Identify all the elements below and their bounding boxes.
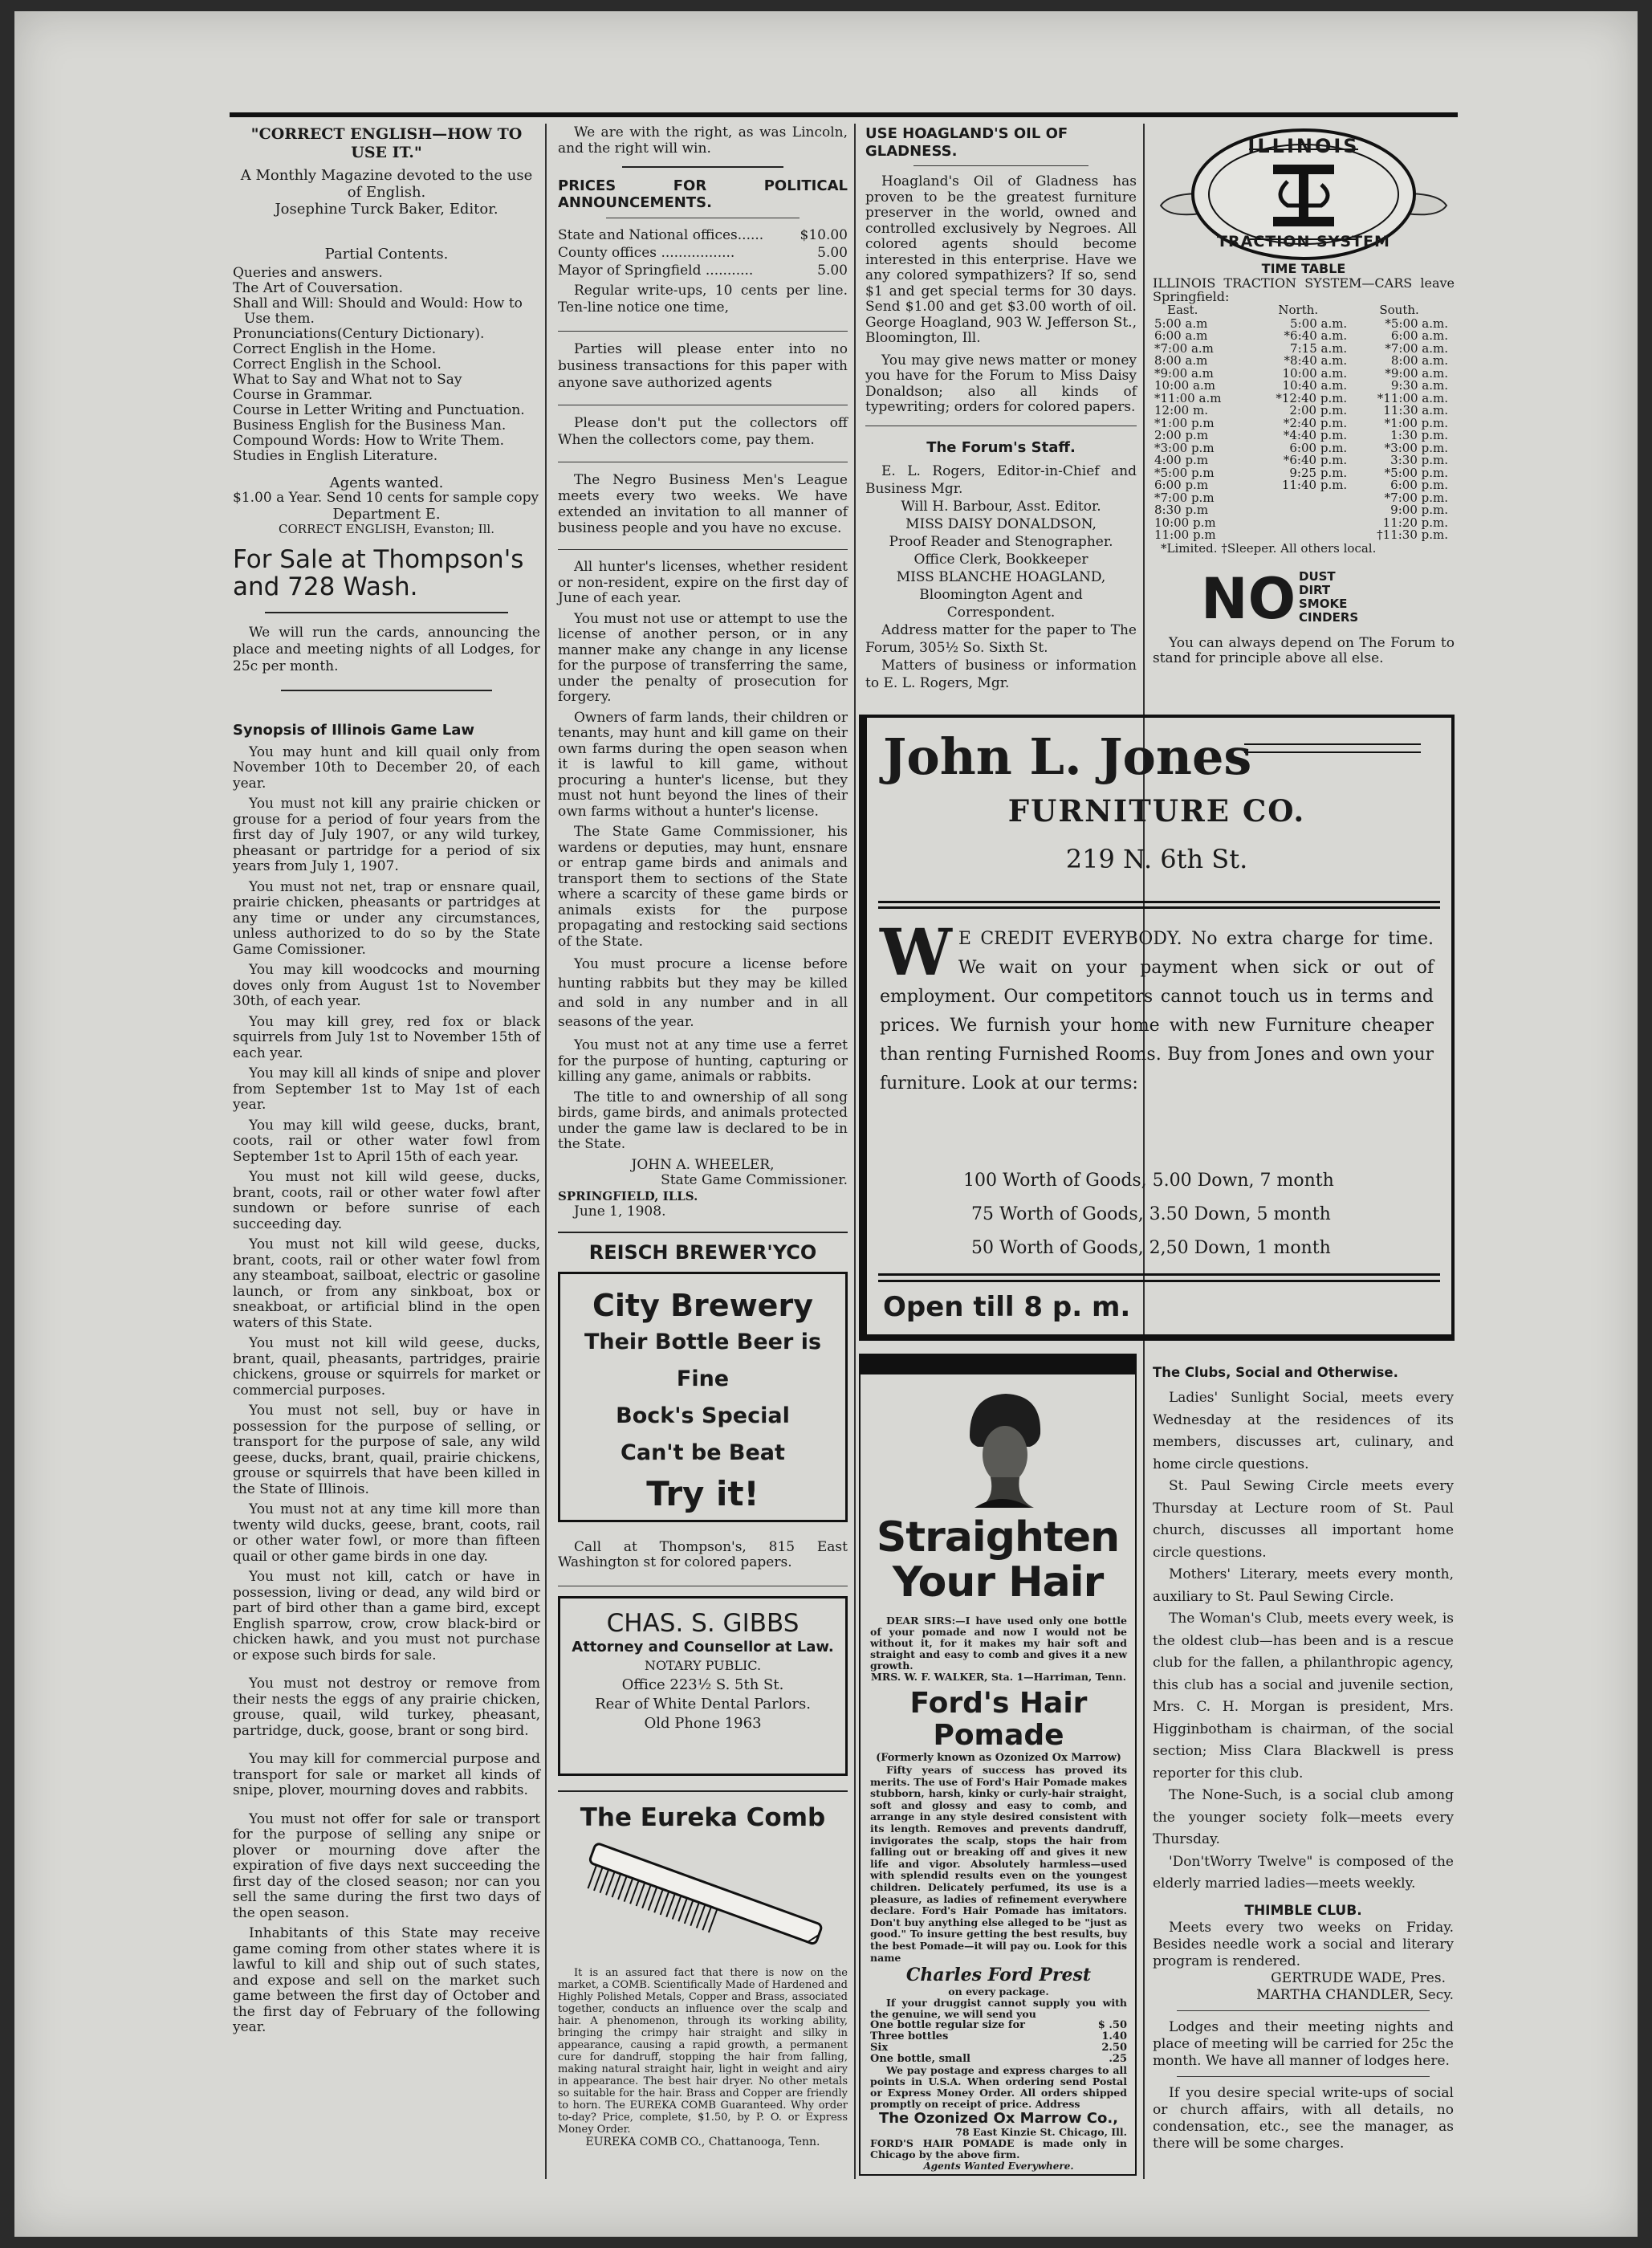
club-paragraph: The None-Such, is a social club among the younger society folk—meets every Thursday. [1153,1787,1454,1847]
eureka-footer: EUREKA COMB CO., Chattanooga, Tenn. [585,2135,820,2148]
thimble-president: GERTRUDE WADE, Pres. [1271,1969,1446,1986]
comb-illustration [558,1839,848,1967]
time-cell-north: 10:40 a.m. [1282,378,1348,393]
staff-line: Bloomington Agent and Correspondent. [919,586,1083,621]
staff-line: Office Clerk, Bookkeeper [913,551,1088,568]
time-cell-north: 10:00 a.m. [1282,365,1348,381]
time-cell-south: *11:00 a.m. [1377,390,1448,405]
gibbs-line: NOTARY PUBLIC. [644,1657,762,1673]
game-law-paragraph: You must not offer for sale or transport for the purpose of selling any snipe or plover or mourning dove after the expiration of five days next succeeding the first day of the closed season; nor can you sell the same during the first two days of the open season. [233,1810,540,1921]
time-table [1153,303,1450,542]
every-package: on every package. [948,1985,1049,1998]
no-word: NO [1201,565,1296,632]
pomade-price-value: $ .50 [1097,2019,1127,2032]
business-league-notice: The Negro Business Men's League meets every two weeks. We have extended an invitation to all manner of business people and you have no excuse. [558,472,848,536]
page-body [230,112,1458,2200]
druggist-note: If your druggist cannot supply you with the genuine, we will send you [870,1997,1127,2021]
commissioner-name: JOHN A. WHEELER, [631,1156,775,1173]
staff-line: Proof Reader and Stenographer. [889,533,1113,550]
pomade-title: Pomade [933,1719,1064,1752]
divider [265,612,508,613]
contents-item: What to Say and What not to Say [233,371,462,388]
correct-english-editor: Josephine Turck Baker, Editor. [275,201,498,218]
logo-bottom-text: TRACTION SYSTEM [1217,233,1390,250]
logo-top-text: ILLINOIS [1247,135,1360,157]
divider [558,1232,848,1233]
jones-name: John L. Jones [883,727,1252,786]
traction-logo [1153,125,1455,262]
time-cell-south: *5:00 a.m. [1385,316,1448,331]
price-value: 5.00 [817,263,848,279]
correct-english-desc: A Monthly Magazine devoted to the use of English. [240,167,533,201]
no-list [1299,570,1358,625]
time-cell-north: 6:00 p.m. [1289,440,1348,455]
game-law-paragraph: You must not kill, catch or have in possession, living or dead, any wild bird or part of bird other than a game bird, except English sparrow, crow, crow black-bird or chicken hawk, and you must not purchase or expose such birds for sale. [233,1569,540,1664]
time-cell-south: *9:00 a.m. [1385,365,1448,381]
game-law-paragraph: You must not kill wild geese, ducks, brant, coots, rail or other water fowl from any steamboat, sailboat, electric or gasoline launch, or from any sinkboat, box or sneakboat, or artificial blind in the open waters of this State. [233,1236,540,1331]
club-paragraph: 'Don'tWorry Twelve" is composed of the elderly married ladies—meets weekly. [1153,1853,1454,1892]
game-law-paragraph: You must not destroy or remove from their nests the eggs of any prairie chicken, grouse, quail, wild turkey, pheasant, partridge, duck, goose, brant or song bird. [233,1676,540,1739]
time-cell-east: 8:00 a.m [1154,353,1208,368]
time-cell-east: *7:00 a.m [1154,340,1214,356]
brewery-line: Try it! [646,1473,759,1513]
pomade-price-list [870,2020,1127,2065]
price-value: 5.00 [817,245,848,261]
time-cell-north: *8:40 a.m. [1284,353,1348,368]
contents-item: Course in Letter Writing and Punctuation. [233,401,525,418]
time-cell-east: 10:00 p.m [1154,515,1216,530]
thimble-title: THIMBLE CLUB. [1244,1902,1362,1919]
clubs-list [1153,1387,1454,1896]
term-row: 100 Worth of Goods, 5.00 Down, 7 month [963,1171,1334,1191]
game-law-paragraph: Inhabitants of this State may receive game coming from other states where it is lawful to kill and ship out of such states, and expose and sell on the market such game between the first day of October and the first day of February of the following year. [233,1925,540,2035]
prices-table [558,226,848,279]
time-cell-south: 11:20 p.m. [1382,515,1448,530]
time-cell-south: 9:00 p.m. [1390,503,1448,517]
ad-border-top [859,715,1455,718]
time-table-title: TIME TABLE [1261,261,1346,276]
forum-principle: You can always depend on The Forum to stand for principle above all else. [1153,634,1455,666]
column-1 [230,125,547,2036]
pomade-price-value: 1.40 [1101,2030,1127,2043]
game-law-paragraph: You must not net, trap or ensnare quail, prairie chicken, pheasants or partridges at any time or under any circumstances, unless authorized to do so by the State Game Comissioner. [233,878,540,958]
pomade-price-label: Three bottles [870,2030,949,2043]
time-cell-east: 5:00 a.m [1154,316,1208,331]
pomade-title: Ford's Hair [909,1687,1088,1720]
contents-heading: Partial Contents. [324,246,449,263]
staff-title: The Forum's Staff. [926,438,1076,456]
pomade-price-row [870,2031,1127,2042]
time-cell-east: 10:00 a.m [1154,378,1215,393]
contents-item: Queries and answers. [233,264,383,281]
forum-news-notice: You may give news matter or money you have for the Forum to Miss Daisy Donaldson; also all kinds of typewriting; orders for colored papers. [865,352,1137,415]
divider [558,549,848,550]
lodge-cards-notice: We will run the cards, announcing the place and meeting nights of all Lodges, for 25c per month. [233,624,540,674]
eureka-title: The Eureka Comb [580,1802,826,1832]
staff-line: Address matter for the paper to The Forum, 305½ So. Sixth St. [865,621,1137,656]
eureka-body: It is an assured fact that there is now on the market, a COMB. Scientifically Made of Hardened and Highly Polished Metals, Copper and Brass, associated together, conducts an influence over the scalp and hair. A phenomenon, through its working ability, bringing the crimpy hair straight and silky in appearance, causing a rapid growth, a permanent cure for dandruff, stopping the hair from falling, making natural straight hair, light in weight and airy in appearance. The best hair dryer. No other metals so suitable for the hair. Brass and Copper are friendly to horn. The EUREKA COMB Guaranteed. Why order to-day? Price, complete, $1.50, by P. O. or Express Money Order. [558,1966,848,2136]
time-cell-north: 2:00 p.m. [1289,403,1348,417]
lincoln-quote: We are with the right, as was Lincoln, and the right will win. [558,124,848,157]
rule [878,1273,1440,1276]
price-label: County offices ................. [558,245,735,261]
price-row [558,226,848,244]
contents-item: Studies in English Literature. [233,447,438,464]
jones-address: 219 N. 6th St. [1065,844,1248,874]
time-cell-east: 8:30 p.m [1154,503,1209,517]
jones-hours: Open till 8 p. m. [883,1291,1131,1323]
prices-title: PRICES FOR POLITICAL ANNOUNCEMENTS. [558,177,848,211]
time-table-subtitle: ILLINOIS TRACTION SYSTEM—CARS leave Springfield: [1153,275,1455,304]
gibbs-line: Office 223½ S. 5th St. [621,1676,784,1693]
woman-portrait-icon [946,1387,1058,1508]
game-law-paragraph: You must not kill wild geese, ducks, brant, coots, rail or other water fowl after sundown or before sunrise of each succeeding day. [233,1169,540,1232]
divider [1177,2010,1430,2011]
pomade-ad [859,1354,1140,2181]
divider [558,1790,848,1792]
no-item: CINDERS [1299,609,1359,625]
agents-wanted: Agents wanted. [329,474,444,491]
game-law-paragraph: You must not at any time kill more than twenty wild ducks, geese, brant, coots, rail or other water fowl, or more than fifteen quail or other game birds in one day. [233,1501,540,1565]
club-paragraph: Ladies' Sunlight Social, meets every Wednesday at the residences of its members, discusses art, culinary, and home circle questions. [1153,1390,1454,1472]
brewery-line: Their Bottle Beer is Fine [584,1329,822,1391]
col-header-south: South. [1379,303,1419,317]
time-cell-east: 12:00 m. [1154,403,1208,417]
time-table-body [1153,318,1450,542]
brewery-line: City Brewery [592,1287,813,1323]
price-value: $10.00 [800,227,848,243]
brewery-line: Can't be Beat [621,1440,785,1465]
time-cell-east: *5:00 p.m [1154,465,1215,480]
contents-item: Course in Grammar. [233,386,373,403]
pomade-price-row [870,2054,1127,2065]
time-cell-east: *1:00 p.m [1154,415,1215,430]
time-cell-east: 11:00 p.m [1154,527,1216,542]
time-cell-east: *9:00 a.m [1154,365,1214,381]
price-label: State and National offices...... [558,227,764,243]
col-header-north: North. [1278,303,1319,317]
gibbs-name: CHAS. S. GIBBS [606,1608,800,1638]
contents-item: Correct English in the Home. [233,340,437,357]
time-cell-north: 5:00 a.m. [1290,316,1348,331]
contents-list [233,266,540,464]
rule [878,1280,1440,1282]
department: Department E. [332,505,441,523]
signature: Charles Ford Prest [905,1965,1092,1986]
time-cell-north: 7:15 a.m. [1290,340,1348,356]
time-cell-north: *12:40 p.m. [1276,390,1348,405]
clubs-section [1153,1365,1454,2152]
time-cell-north: *6:40 a.m. [1284,328,1348,343]
game-law-paragraph: You must not at any time use a ferret for the purpose of hunting, capturing or killing any game, animals or rabbits. [558,1037,848,1085]
time-cell-east: 4:00 p.m [1154,453,1209,467]
divider [913,165,1088,166]
thimble-body: Meets every two weeks on Friday. Besides needle work a social and literary program is rendered. [1153,1919,1454,1969]
staff-list [865,462,1137,692]
hoagland-body: Hoagland's Oil of Gladness has proven to be the greatest furniture preserver in the world, owned and controlled exclusively by Negroes. All colored agents should become interested in this enterprise. Have we any colored sympathizers? If so, send $1 and get special terms for 30 days. Send $1.00 and get $3.00 worth of oil. George Hoagland, 903 W. Jefferson St., Bloomington, Ill. [865,173,1137,346]
game-law-paragraph: You must not kill any prairie chicken or grouse for a period of four years from the first day of July 1907, or any wild turkey, pheasant or partridge for a period of six years from July 1, 1907. [233,796,540,874]
time-cell-north [1247,529,1349,542]
pomade-price-label: Six [870,2042,889,2055]
gibbs-line: Rear of White Dental Parlors. [595,1695,811,1712]
jones-body-text: E CREDIT EVERYBODY. No extra charge for time. We wait on your payment when sick or out of employment. Our competitors cannot touch us in terms and prices. We furnish your home with new Furniture cheaper than renting Furnished Rooms. Buy from Jones and own your furniture. Look at our terms: [880,929,1434,1093]
gibbs-card [558,1596,848,1776]
price-row [558,262,848,279]
pomade-price-label: One bottle regular size for [870,2019,1026,2032]
club-paragraph: The Woman's Club, meets every week, is the oldest club—has been and is a rescue club for the fallen, a philanthropic agency, this club has a social and juvenile section, Mrs. C. H. Morgan is president, Mrs. Higginbotham is chairman, of the social section; Miss Clara Blackwell is press reporter for this club. [1153,1611,1454,1782]
game-law-paragraph: You may kill all kinds of snipe and plover from September 1st to May 1st of each year. [233,1065,540,1113]
time-cell-south: *1:00 p.m. [1384,415,1448,430]
time-cell-east: 6:00 a.m [1154,328,1208,343]
staff-line: MISS BLANCHE HOAGLAND, [896,568,1106,585]
time-cell-south: 9:30 a.m. [1390,378,1448,393]
jones-body [880,914,1434,1098]
clubs-title: The Clubs, Social and Otherwise. [1153,1365,1398,1380]
term-row: 50 Worth of Goods, 2,50 Down, 1 month [971,1238,1331,1258]
divider [622,166,783,168]
brewery-name: REISCH BREWER'YCO [588,1240,817,1264]
staff-line: Matters of business or information to E. L. Rogers, Mgr. [865,657,1137,691]
jones-furniture-ad [859,715,1455,1342]
comb-icon [558,1839,847,1967]
made-only-note: FORD'S HAIR POMADE is made only in Chicago by the above firm. [870,2137,1127,2161]
divider [558,331,848,332]
magazine-address: CORRECT ENGLISH, Evanston; Ill. [279,522,494,536]
col-header-east: East. [1167,303,1198,317]
price-label: Mayor of Springfield ........... [558,263,754,279]
no-item: DUST [1299,568,1336,584]
no-dust-ad [1153,564,1455,636]
top-rule [230,112,1458,117]
game-law-paragraph: Owners of farm lands, their children or tenants, may hunt and kill game on their own farms during the open season when it is lawful to kill game, without procuring a hunter's license, but they must not hunt beyond the lines of their own farms without a hunter's license. [558,709,848,820]
for-sale-notice: For Sale at Thompson's and 728 Wash. [233,544,524,601]
gibbs-line: Attorney and Counsellor at Law. [572,1638,834,1655]
time-cell-south: *3:00 p.m. [1384,440,1448,455]
column-3 [856,125,1145,692]
authorized-agents-notice: Parties will please enter into no business transactions for this paper with anyone save authorized agents [558,341,848,391]
time-cell-south: *5:00 p.m. [1384,465,1448,480]
double-rule [878,901,1440,909]
jones-terms [963,1164,1334,1265]
ad-border-bottom [859,1334,1455,1341]
game-law-paragraph: The title to and ownership of all song birds, game birds, and animals protected under the game law is declared to be in the State. [558,1089,848,1152]
formerly-known: (Formerly known as Ozonized Ox Marrow) [876,1752,1121,1764]
pomade-price-value: .25 [1109,2053,1127,2066]
price-row [558,244,848,262]
column-2 [547,125,856,2148]
no-item: SMOKE [1299,596,1348,611]
time-cell-south: *7:00 p.m. [1384,490,1448,505]
brewery-line: Bock's Special [616,1403,790,1428]
time-cell-south: 8:00 a.m. [1390,353,1448,368]
pomade-price-label: One bottle, small [870,2053,970,2066]
brewery-ad [558,1272,848,1522]
writeups-rate: Regular write-ups, 10 cents per line. Ten-line notice one time, [558,283,848,316]
game-law-paragraph: You may kill for commercial purpose and transport for sale or market all kinds of snipe, plover, mourning doves and rabbits. [233,1751,540,1798]
thimble-secretary: MARTHA CHANDLER, Secy. [1256,1986,1454,2003]
time-cell-east: 2:00 p.m [1154,428,1209,442]
contents-item: Correct English in the School. [233,356,441,373]
time-cell-south: 6:00 a.m. [1390,328,1448,343]
staff-line: MISS DAISY DONALDSON, [905,515,1097,532]
time-cell-east: *3:00 p.m [1154,440,1215,455]
game-law-title: Synopsis of Illinois Game Law [233,721,475,739]
divider [281,690,492,691]
time-cell-south: †11:30 p.m. [1377,527,1448,542]
game-law-paragraph: The State Game Commissioner, his wardens or deputies, may hunt, ensnare or entrap game birds and animals and transport them to sections of the State where a scarcity of these game birds or animals exists for the purpose propagating and restocking said sections of the State. [558,824,848,950]
game-law-continued [558,560,848,1220]
lodges-notice: Lodges and their meeting nights and place of meeting will be carried for 25c the month. We have all manner of lodges here. [1153,2018,1454,2069]
contents-item: Compound Words: How to Write Them. [233,432,505,449]
divider [1177,2076,1430,2077]
time-cell-east: *7:00 p.m [1154,490,1215,505]
game-law-paragraph: You may kill grey, red fox or black squirrels from July 1st to November 15th of each year. [233,1013,540,1061]
hoagland-title: USE HOAGLAND'S OIL OF GLADNESS. [865,125,1068,160]
subscription-price: $1.00 a Year. Send 10 cents for sample copy [233,490,539,506]
drop-cap: W [880,914,952,990]
time-cell-north [1247,504,1349,517]
game-law-paragraph: All hunter's licenses, whether resident or non-resident, expire on the first day of June of each year. [558,559,848,606]
time-cell-north [1247,492,1349,505]
pomade-company: The Ozonized Ox Marrow Co., [878,2110,1119,2128]
writeups-notice: If you desire special write-ups of social or church affairs, with all details, no condensation, etc., see the manager, as there will be some charges. [1153,2084,1454,2152]
game-law-paragraph: You must procure a license before hunting rabbits but they may be killed and sold in any number and in all seasons of the year. [558,956,848,1030]
postage-note: We pay postage and express charges to all points in U.S.A. When ordering send Postal or Express Money Order. All orders shipped promptly on receipt of price. Address [870,2064,1127,2111]
contents-item: Pronunciations(Century Dictionary). [233,325,485,342]
time-table-legend: *Limited. †Sleeper. All others local. [1161,540,1377,556]
pomade-copy [870,1615,1127,2172]
time-table-row [1153,529,1450,542]
time-cell-north [1247,517,1349,530]
time-cell-north: *6:40 p.m. [1283,453,1348,467]
collectors-notice: Please don't put the collectors off When the collectors come, pay them. [558,415,848,448]
game-law-paragraph: You must not use or attempt to use the license of another person, or in any manner make any change in any license for the purpose of transferring the same, under the penalty of prosecution for forgery. [558,610,848,705]
jones-company: FURNITURE CO. [1007,793,1306,829]
time-cell-south: 1:30 p.m. [1390,428,1448,442]
time-cell-south: *7:00 a.m. [1385,340,1448,356]
gibbs-line: Old Phone 1963 [644,1714,762,1732]
pomade-agents-wanted: Agents Wanted Everywhere. [923,2160,1074,2173]
time-cell-north: 11:40 p.m. [1281,478,1348,492]
ornament-rule [1244,743,1421,753]
club-paragraph: St. Paul Sewing Circle meets every Thursday at Lecture room of St. Paul church, discusses all important home circle questions. [1153,1478,1454,1561]
pomade-body: Fifty years of success has proved its merits. The use of Ford's Hair Pomade makes stubborn, harsh, kinky or curly-hair straight, soft and glossy and easy to comb, and arrange in any style desired consistent with its length. Removes and prevents dandruff, invigorates the scalp, stops the hair from falling out or breaking off and gives it new life and vigor. Absolutely harmless—used with splendid results even on the youngest children. Delicately perfumed, its use is a pleasure, as ladies of refinement everywhere declare. Ford's Hair Pomade has imitators. Don't buy anything else alleged to be "just as good." To insure getting the best results, buy the best Pomade—it will pay ou. Look for this name [870,1764,1127,1964]
thompsons-notice: Call at Thompson's, 815 East Washington st for colored papers. [558,1538,848,1570]
time-cell-south: 3:30 p.m. [1390,453,1448,467]
newspaper-page [14,11,1638,2237]
time-cell-north: *2:40 p.m. [1283,415,1348,430]
column-4 [1145,125,1458,666]
pomade-headline: Straighten [876,1513,1120,1562]
staff-line: Will H. Barbour, Asst. Editor. [901,498,1101,515]
pomade-price-value: 2.50 [1101,2042,1127,2055]
time-cell-north: *4:40 p.m. [1283,428,1348,442]
pomade-company-address: 78 East Kinzie St. Chicago, Ill. [955,2126,1127,2139]
staff-line: E. L. Rogers, Editor-in-Chief and Business Mgr. [865,462,1137,497]
commissioner-title: State Game Commissioner. [661,1172,848,1188]
dateline-place: SPRINGFIELD, ILLS. [558,1188,698,1203]
no-item: DIRT [1299,582,1331,597]
term-row: 75 Worth of Goods, 3.50 Down, 5 month [971,1204,1331,1224]
contents-item: Shall and Will: Should and Would: How to Use them. [233,295,523,327]
testimonial-signer: MRS. W. F. WALKER, Sta. 1—Harriman, Tenn. [871,1671,1126,1683]
woman-portrait [946,1387,1058,1508]
pomade-price-row [870,2020,1127,2031]
game-law-paragraph: You may hunt and kill quail only from November 10th to December 20, of each year. [233,743,540,792]
contents-item: The Art of Couversation. [233,279,404,296]
club-paragraph: Mothers' Literary, meets every month, auxiliary to St. Paul Sewing Circle. [1153,1566,1454,1605]
time-cell-east: *11:00 a.m [1154,390,1222,405]
game-law-paragraph: You must not kill wild geese, ducks, brant, quail, pheasants, partridges, prairie chickens, grouse or squirrels for market or commercial purposes. [233,1335,540,1399]
contents-item: Business English for the Business Man. [233,417,507,434]
game-law-paragraph: You must not sell, buy or have in possession for the purpose of selling, or transport for the purpose of sale, any wild geese, ducks, brant, quail, prairie chickens, grouse or squirrels that have been killed in the State of Illinois. [233,1403,540,1497]
dateline-date: June 1, 1908. [574,1203,666,1220]
correct-english-title: "CORRECT ENGLISH—HOW TO USE IT." [250,125,523,161]
game-law-paragraph: You may kill wild geese, ducks, brant, coots, rail or other water fowl from September 1st to April 15th of each year. [233,1117,540,1165]
time-cell-south: 11:30 a.m. [1383,403,1448,417]
game-law-body [233,745,540,2036]
time-cell-north: 9:25 p.m. [1289,465,1348,480]
pomade-headline: Your Hair [892,1558,1104,1607]
time-cell-east: 6:00 p.m [1154,478,1209,492]
pomade-price-row [870,2042,1127,2054]
testimonial: DEAR SIRS:—I have used only one bottle of your pomade and now I would not be without it, for it makes my hair soft and straight and easy to comb and gives it a new growth. [870,1615,1127,1672]
time-cell-south: 6:00 p.m. [1390,478,1448,492]
game-law-paragraph: You may kill woodcocks and mourning doves only from August 1st to November 30th, of each year. [233,962,540,1009]
